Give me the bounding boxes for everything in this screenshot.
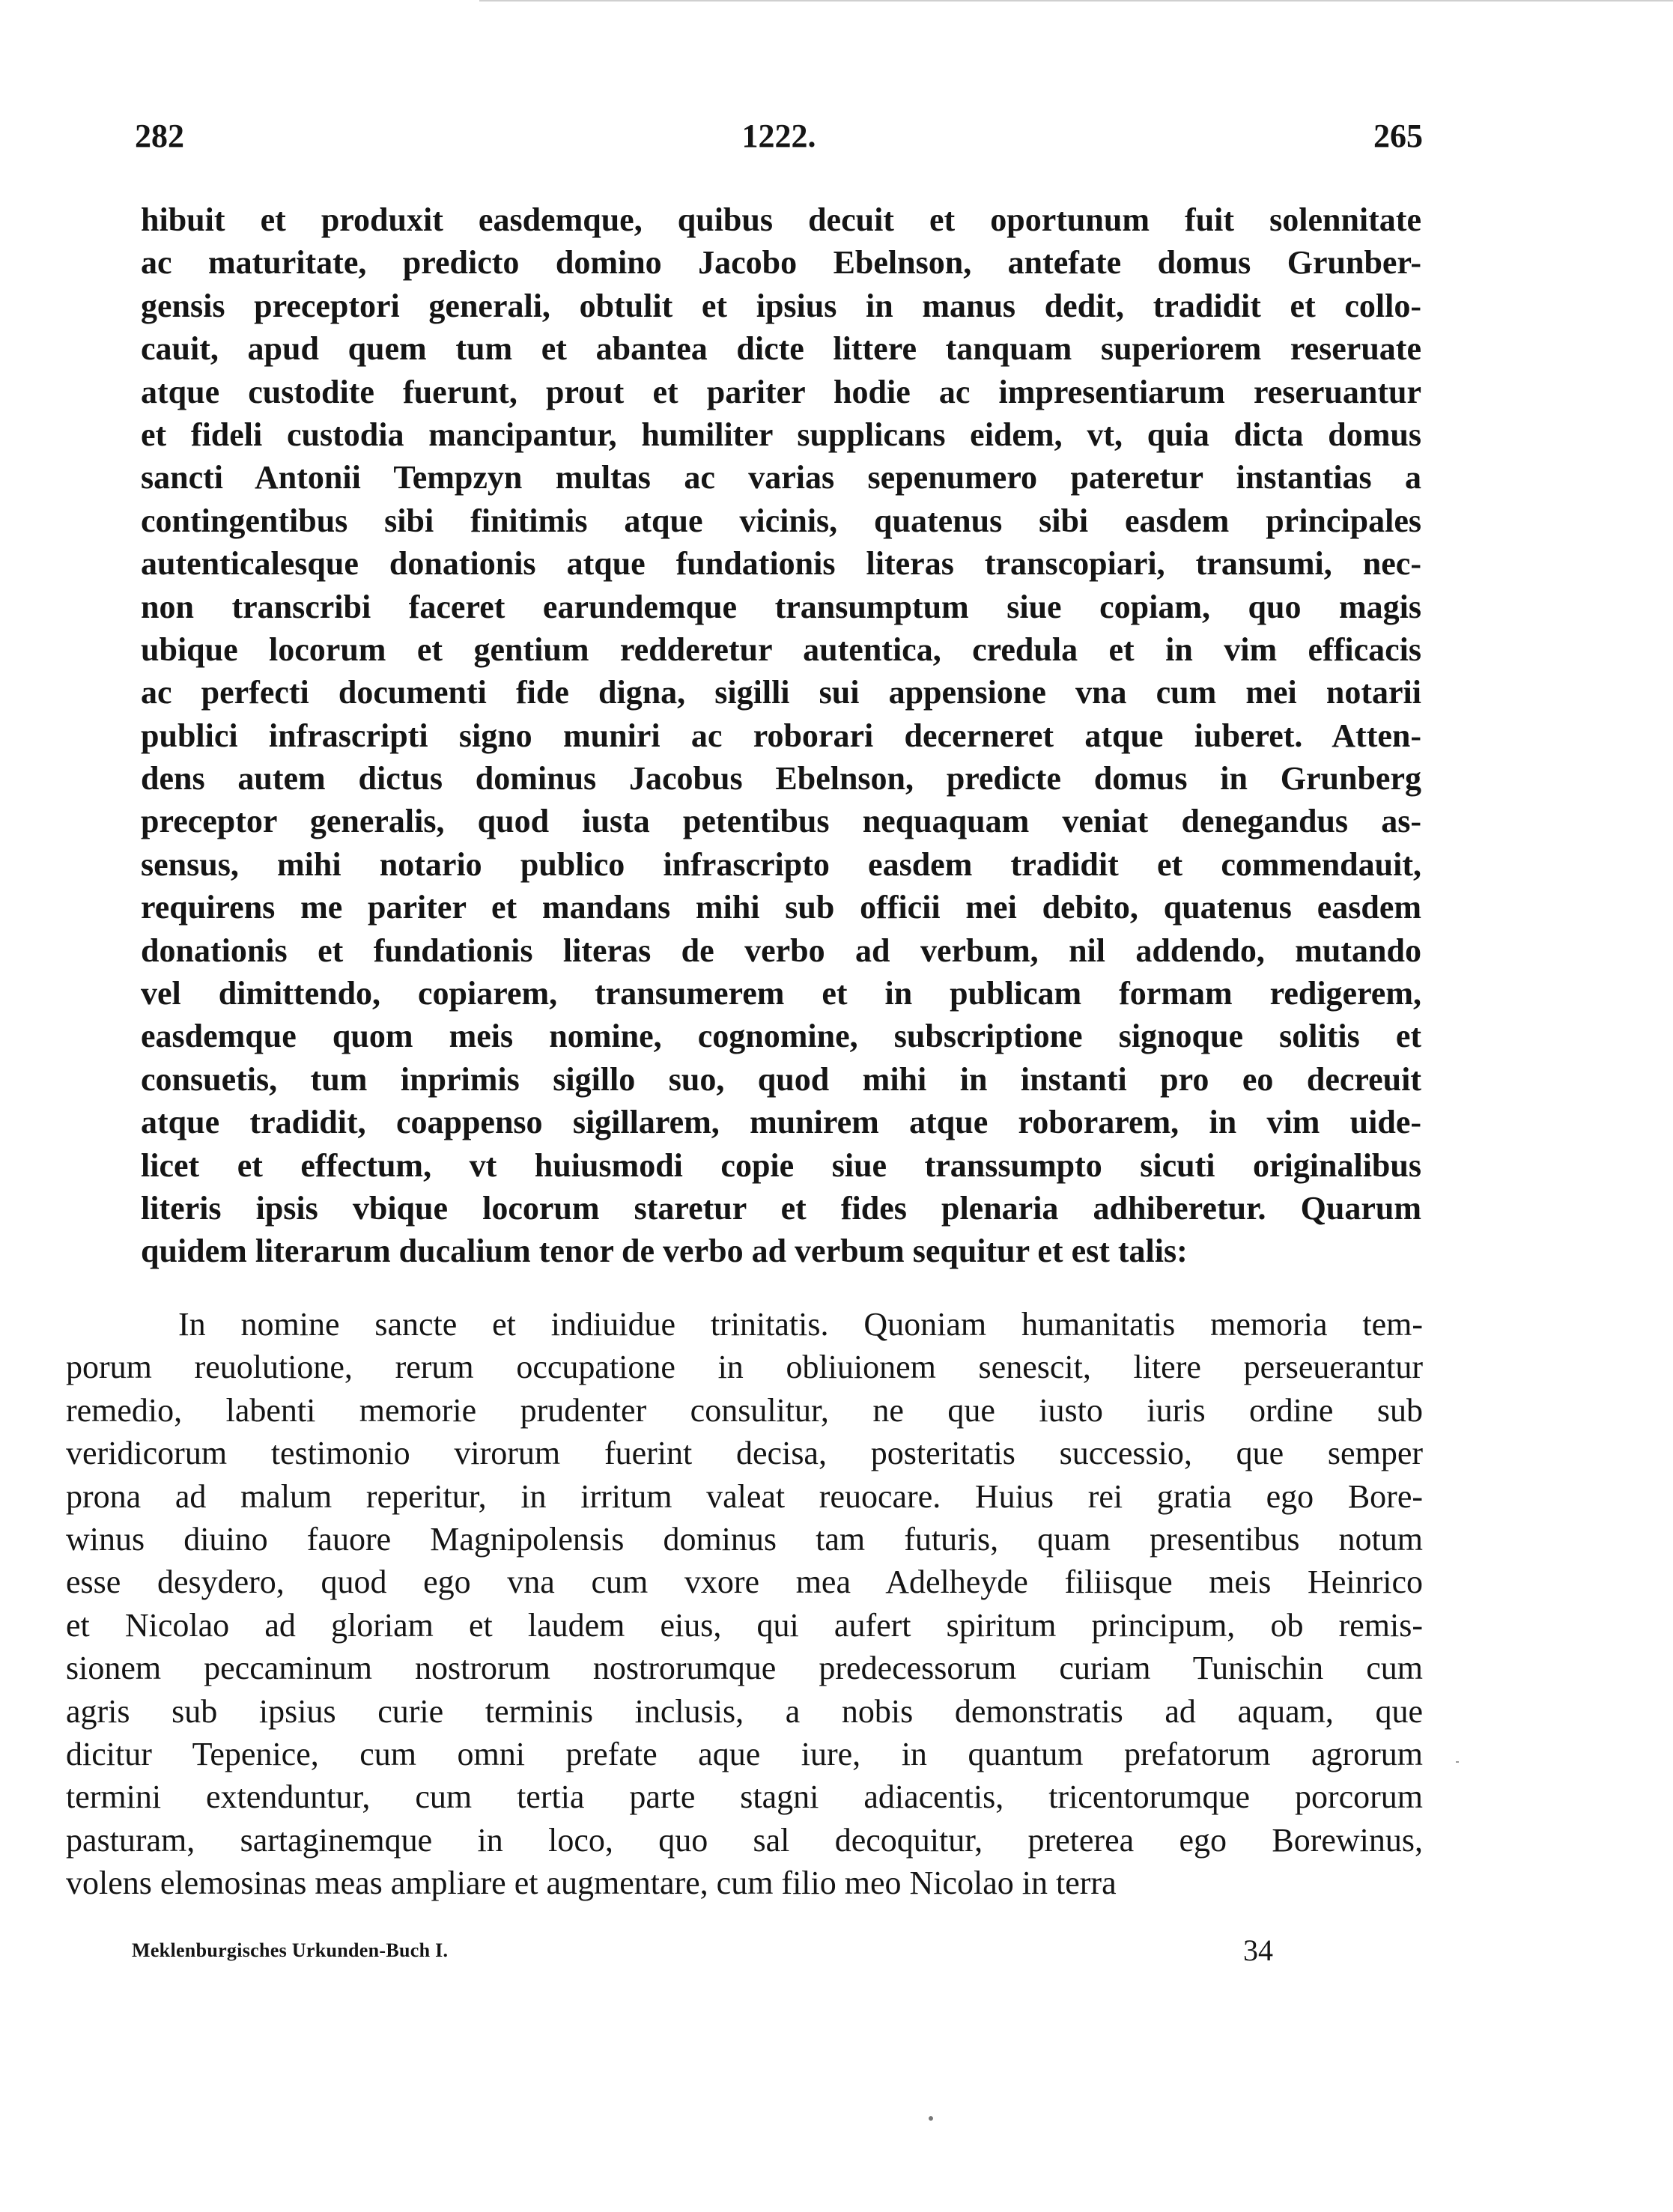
text-line: autenticalesque donationis atque fundationis literas transcopiari, transumi, nec- <box>141 545 1421 583</box>
text-line: pasturam, sartaginemque in loco, quo sal decoquitur, preterea ego Borewinus, <box>66 1821 1423 1859</box>
text-line: consuetis, tum inprimis sigillo suo, quod mihi in instanti pro eo decreuit <box>141 1060 1421 1098</box>
text-line: prona ad malum reperitur, in irritum valeat reuocare. Huius rei gratia ego Bore- <box>66 1477 1423 1515</box>
text-line: contingentibus sibi finitimis atque vicinis, quatenus sibi easdem principales <box>141 502 1421 539</box>
signature-mark: 34 <box>1243 1933 1273 1967</box>
text-line: volens elemosinas meas ampliare et augmentare, cum filio meo Nicolao in terra <box>66 1865 1117 1902</box>
text-line: veridicorum testimonio virorum fuerint decisa, posteritatis successio, que semper <box>66 1435 1423 1472</box>
document-number: 282 <box>135 118 184 154</box>
notarial-paragraph <box>141 198 1421 1273</box>
text-line: non transcribi faceret earundemque transumptum siue copiam, quo magis <box>141 588 1421 625</box>
text-line: gensis preceptori generali, obtulit et ipsius in manus dedit, tradidit et collo- <box>141 287 1421 324</box>
text-line: et Nicolao ad gloriam et laudem eius, qui aufert spiritum principum, ob remis- <box>66 1606 1423 1644</box>
text-line: atque tradidit, coappenso sigillarem, munirem atque roborarem, in vim uide- <box>141 1104 1421 1141</box>
text-line: atque custodite fuerunt, prout et pariter hodie ac impresentiarum reseruantur <box>141 373 1421 410</box>
text-line: dens autem dictus dominus Jacobus Ebelnson, predicte domus in Grunberg <box>141 760 1421 797</box>
text-line: dicitur Tepenice, cum omni prefate aque iure, in quantum prefatorum agrorum <box>66 1735 1423 1772</box>
text-line: sionem peccaminum nostrorum nostrorumque predecessorum curiam Tunischin cum <box>66 1650 1423 1687</box>
text-line: hibuit et produxit easdemque, quibus decuit et oportunum fuit solennitate <box>141 201 1421 238</box>
charter-paragraph <box>66 1303 1423 1904</box>
text-line: requirens me pariter et mandans mihi sub officii mei debito, quatenus easdem <box>141 889 1421 926</box>
text-line: ac maturitate, predicto domino Jacobo Ebelnson, antefate domus Grunber- <box>141 244 1421 282</box>
text-line: ac perfecti documenti fide digna, sigilli sui appensione vna cum mei notarii <box>141 674 1421 711</box>
page-header <box>135 114 1423 159</box>
text-line: sensus, mihi notario publico infrascripto easdem tradidit et commendauit, <box>141 845 1421 883</box>
text-line: easdemque quom meis nomine, cognomine, subscriptione signoque solitis et <box>141 1018 1421 1055</box>
text-line: cauit, apud quem tum et abantea dicte littere tanquam superiorem reseruate <box>141 330 1421 368</box>
text-line: sancti Antonii Tempzyn multas ac varias sepenumero pateretur instantias a <box>141 459 1421 496</box>
text-line: literis ipsis vbique locorum staretur et fides plenaria adhiberetur. Quarum <box>141 1189 1421 1227</box>
text-line: winus diuino fauore Magnipolensis dominus tam futuris, quam presentibus notum <box>66 1520 1423 1558</box>
text-line: porum reuolutione, rerum occupatione in obliuionem senescit, litere perseuerantur <box>66 1349 1423 1386</box>
text-line: et fideli custodia mancipantur, humiliter supplicans eidem, vt, quia dicta domus <box>141 416 1421 453</box>
page-number: 265 <box>1373 118 1423 154</box>
book-title: Meklenburgisches Urkunden-Buch I. <box>132 1939 449 1961</box>
print-speck <box>1456 1761 1459 1763</box>
text-line: agris sub ipsius curie terminis inclusis, a nobis demonstratis ad aquam, que <box>66 1692 1423 1730</box>
print-speck <box>929 2116 933 2121</box>
text-line: preceptor generalis, quod iusta petentibus nequaquam veniat denegandus as- <box>141 803 1421 840</box>
text-line: licet et effectum, vt huiusmodi copie siue transsumpto sicuti originalibus <box>141 1146 1421 1184</box>
text-line: termini extenduntur, cum tertia parte stagni adiacentis, tricentorumque porcorum <box>66 1778 1423 1816</box>
text-line: donationis et fundationis literas de verbo ad verbum, nil addendo, mutando <box>141 932 1421 969</box>
text-line: ubique locorum et gentium redderetur autentica, credula et in vim efficacis <box>141 631 1421 668</box>
text-line: In nomine sancte et indiuidue trinitatis. Quoniam humanitatis memoria tem- <box>178 1306 1423 1343</box>
text-line: publici infrascripti signo muniri ac roborari decerneret atque iuberet. Atten- <box>141 717 1421 754</box>
text-line: vel dimittendo, copiarem, transumerem et in publicam formam redigerem, <box>141 975 1421 1012</box>
page-footer <box>132 1932 1273 1969</box>
text-line: quidem literarum ducalium tenor de verbo ad verbum sequitur et est talis: <box>141 1233 1188 1270</box>
text-line: remedio, labenti memorie prudenter consulitur, ne que iusto iuris ordine sub <box>66 1391 1423 1429</box>
top-edge-rule <box>479 0 1673 1</box>
text-line: esse desydero, quod ego vna cum vxore mea Adelheyde filiisque meis Heinrico <box>66 1564 1423 1601</box>
year-heading: 1222. <box>741 118 816 154</box>
